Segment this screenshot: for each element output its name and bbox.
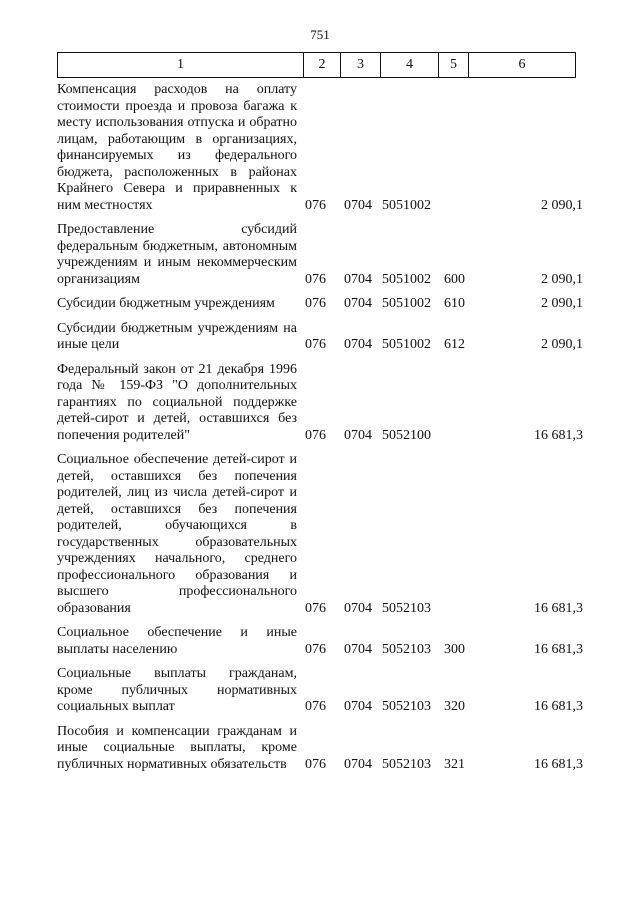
amount: 2 090,1	[541, 296, 583, 311]
column-header-5: 5	[439, 53, 469, 78]
expense-type-code: 610	[444, 296, 465, 311]
section-code: 0704	[344, 756, 372, 772]
column-header-2: 2	[304, 53, 341, 78]
row-codes	[57, 757, 597, 774]
target-article-code: 5051002	[382, 296, 431, 311]
row-description: Социальное обеспечение и иные выплаты населению	[57, 625, 297, 657]
row-codes	[57, 642, 597, 659]
table-row	[57, 724, 597, 774]
table-row	[57, 362, 597, 445]
section-code: 0704	[344, 197, 372, 213]
section-code: 0704	[344, 699, 372, 714]
target-article-code: 5052103	[382, 756, 431, 772]
table-row	[57, 666, 597, 716]
column-header-table	[57, 52, 576, 78]
row-description: Субсидии бюджетным учреждениям	[57, 296, 275, 311]
row-description: Социальное обеспечение детей-сирот и детей, оставшихся без попечения родителей, лиц из числа детей-сирот и детей, оставшихся без попечения родителей, обучающихся в государственных образовательных учреждениях начального, среднего профессионального образования и высшего профессионального образования	[57, 452, 297, 616]
row-codes	[57, 699, 597, 716]
row-description: Компенсация расходов на оплату стоимости проезда и провоза багажа к месту использования отпуска и обратно лицам, работающим в организациях, финансируемых из федерального бюджета, расположенных в районах Крайнего Севера и приравненных к ним местностях	[57, 82, 297, 213]
expense-type-code: 321	[444, 756, 465, 772]
amount: 2 090,1	[541, 337, 583, 352]
column-header-row	[58, 53, 576, 78]
section-code: 0704	[344, 427, 372, 443]
grbs-code: 076	[305, 427, 326, 443]
section-code: 0704	[344, 337, 372, 352]
section-code: 0704	[344, 271, 372, 287]
amount: 2 090,1	[541, 197, 583, 213]
table-row	[57, 222, 597, 288]
row-description: Федеральный закон от 21 декабря 1996 года № 159-ФЗ "О дополнительных гарантиях по социальной поддержке детей-сирот и детей, оставшихся без попечения родителей"	[57, 361, 297, 443]
page-number: 751	[310, 27, 330, 42]
grbs-code: 076	[305, 699, 326, 714]
grbs-code: 076	[305, 296, 326, 311]
amount: 2 090,1	[541, 271, 583, 287]
amount: 16 681,3	[534, 699, 583, 714]
amount: 16 681,3	[534, 427, 583, 443]
expense-type-code: 300	[444, 641, 465, 657]
row-codes	[57, 296, 597, 313]
grbs-code: 076	[305, 337, 326, 352]
table-row	[57, 321, 597, 354]
expense-type-code: 320	[444, 699, 465, 714]
expense-type-code: 612	[444, 337, 465, 352]
row-description: Социальные выплаты гражданам, кроме публичных нормативных социальных выплат	[57, 666, 297, 714]
table-row	[57, 625, 597, 658]
grbs-code: 076	[305, 756, 326, 772]
table-row	[57, 452, 597, 617]
row-codes	[57, 601, 597, 618]
grbs-code: 076	[305, 197, 326, 213]
target-article-code: 5051002	[382, 271, 431, 287]
target-article-code: 5051002	[382, 197, 431, 213]
grbs-code: 076	[305, 641, 326, 657]
target-article-code: 5052100	[382, 427, 431, 443]
target-article-code: 5052103	[382, 600, 431, 616]
table-row	[57, 82, 597, 214]
budget-rows	[57, 82, 597, 781]
target-article-code: 5052103	[382, 641, 431, 657]
section-code: 0704	[344, 641, 372, 657]
grbs-code: 076	[305, 600, 326, 616]
table-row	[57, 296, 597, 313]
target-article-code: 5052103	[382, 699, 431, 714]
row-description: Предоставление субсидий федеральным бюджетным, автономным учреждениям и иным некоммерческим организациям	[57, 222, 297, 287]
row-codes	[57, 198, 597, 215]
column-header-3: 3	[341, 53, 381, 78]
row-codes	[57, 428, 597, 445]
amount: 16 681,3	[534, 641, 583, 657]
amount: 16 681,3	[534, 756, 583, 772]
row-description: Субсидии бюджетным учреждениям на иные цели	[57, 320, 297, 352]
column-header-1: 1	[58, 53, 304, 78]
column-header-6: 6	[469, 53, 576, 78]
expense-type-code: 600	[444, 271, 465, 287]
row-codes	[57, 337, 597, 354]
grbs-code: 076	[305, 271, 326, 287]
column-header-4: 4	[381, 53, 439, 78]
section-code: 0704	[344, 600, 372, 616]
target-article-code: 5051002	[382, 337, 431, 352]
section-code: 0704	[344, 296, 372, 311]
row-description: Пособия и компенсации гражданам и иные социальные выплаты, кроме публичных нормативных обязательств	[57, 723, 297, 772]
row-codes	[57, 272, 597, 289]
amount: 16 681,3	[534, 600, 583, 616]
